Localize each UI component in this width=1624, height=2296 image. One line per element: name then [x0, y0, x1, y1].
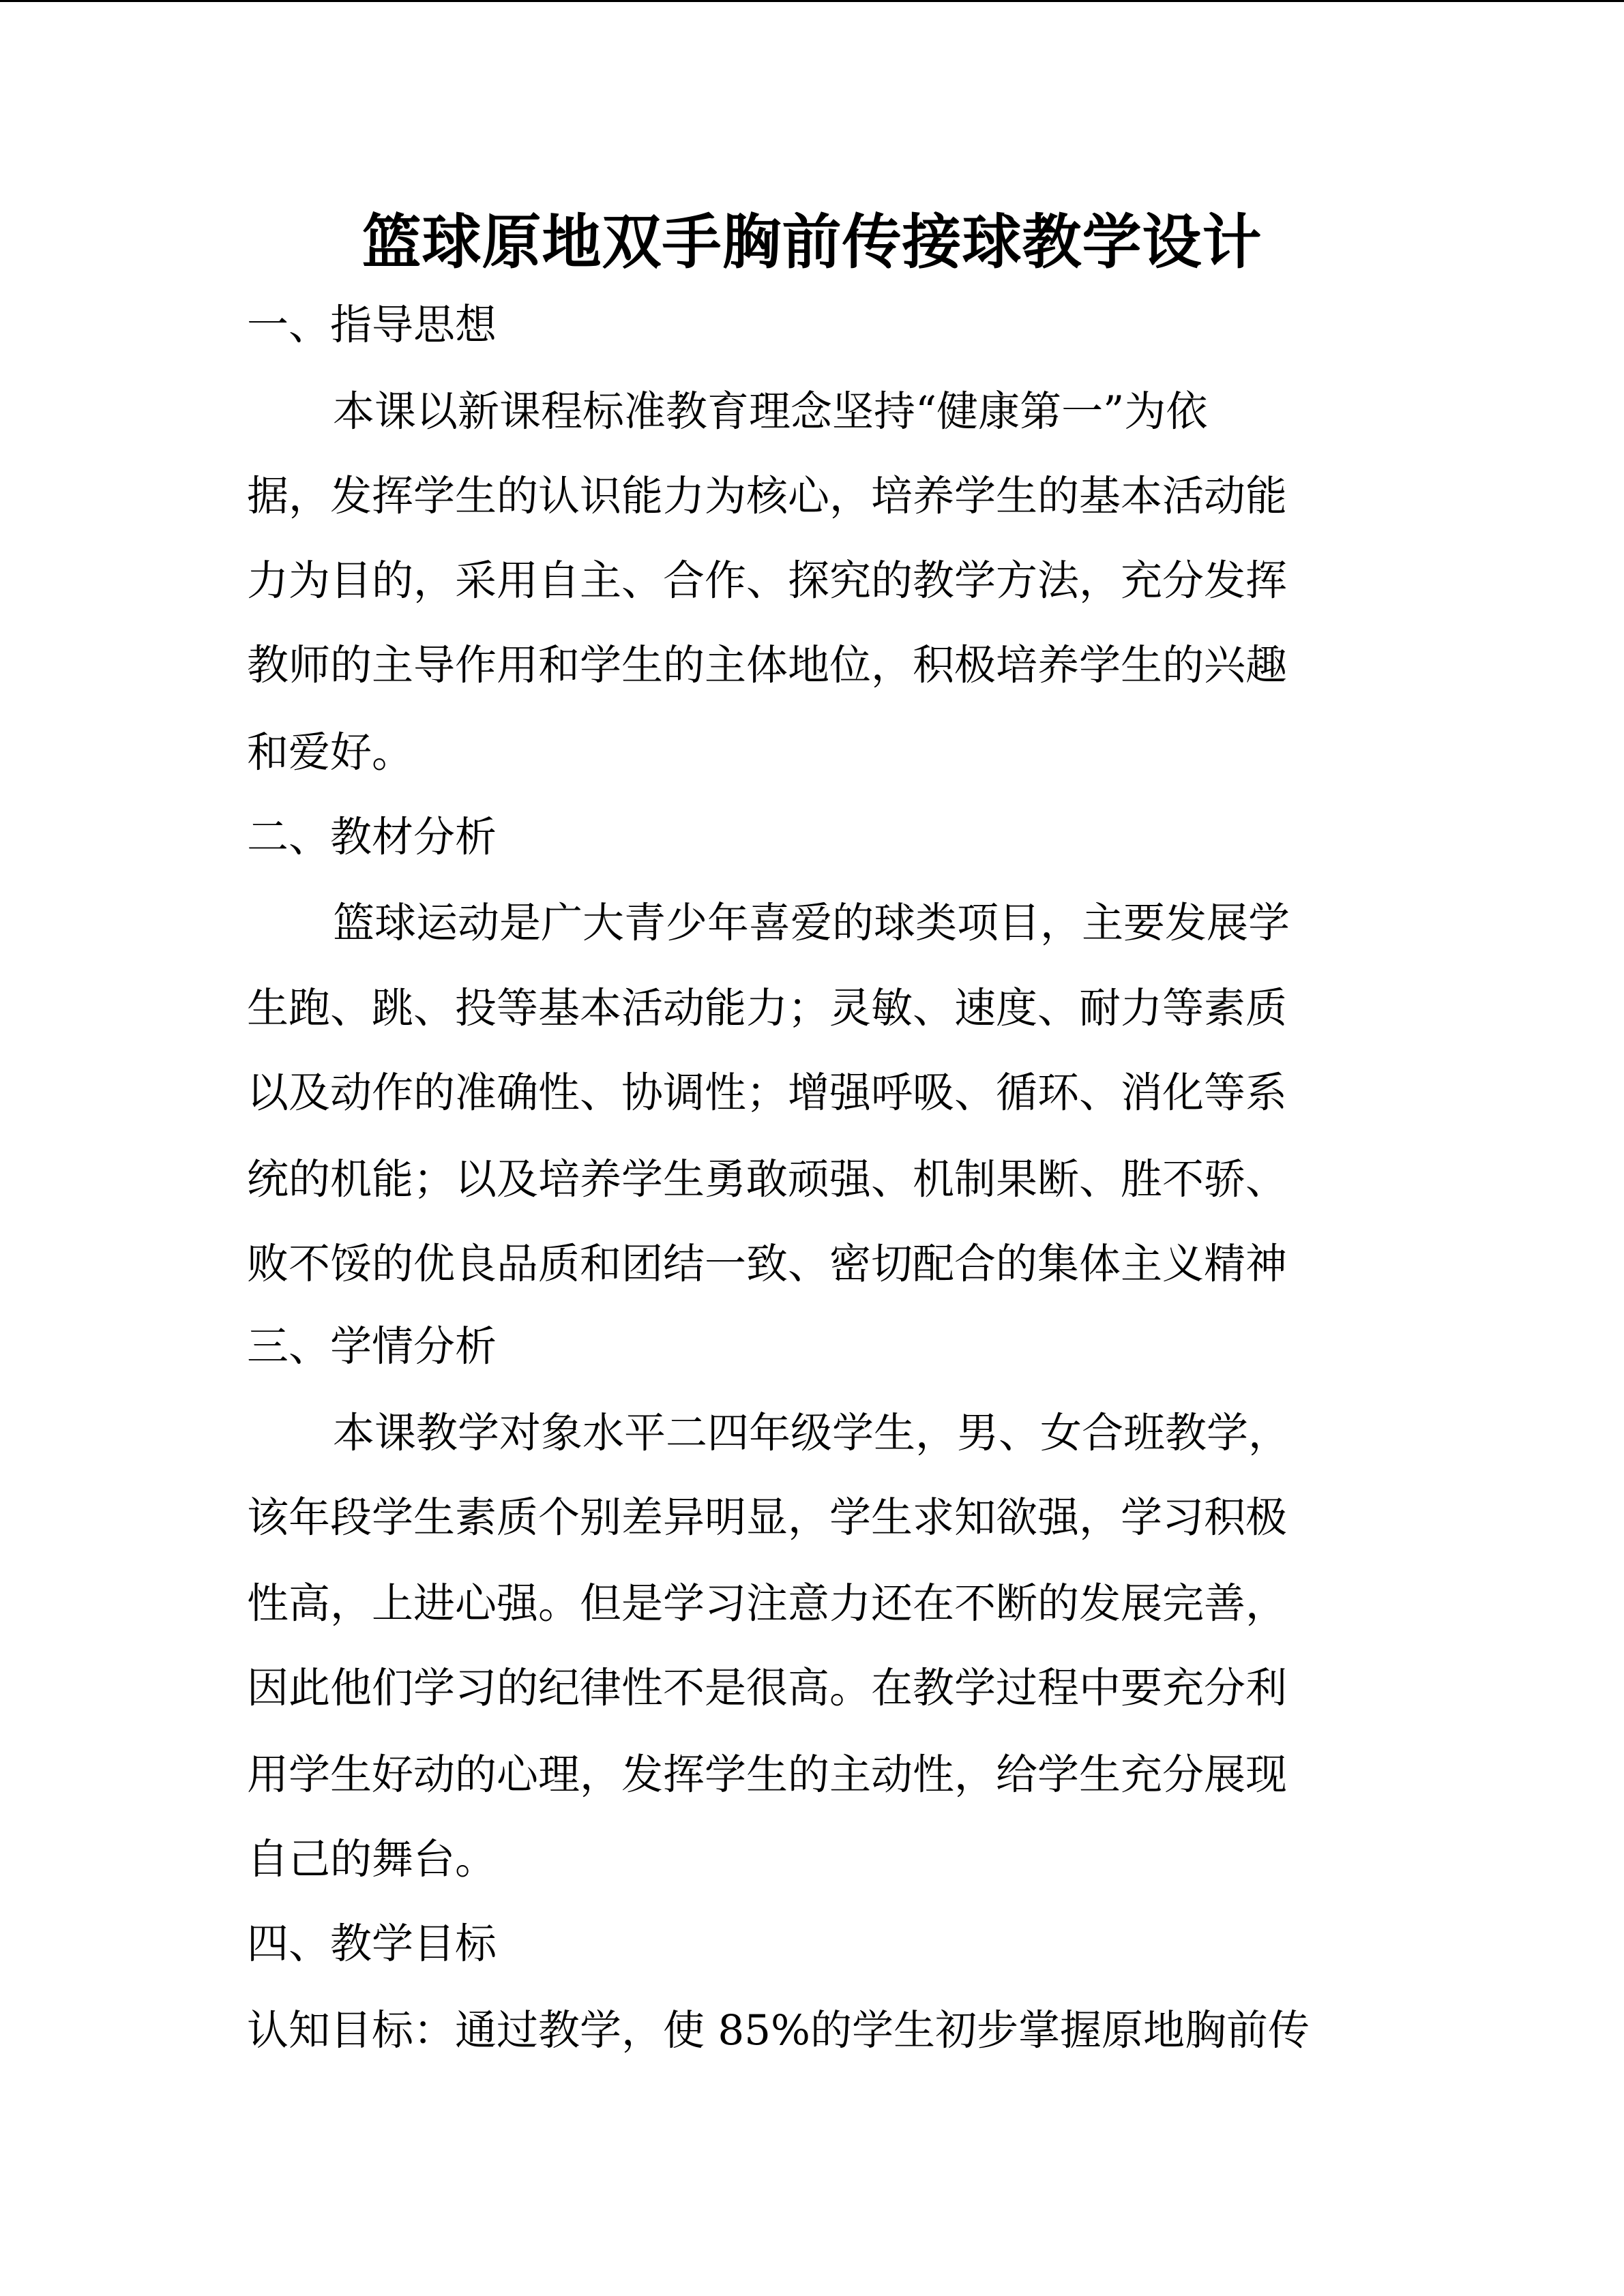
paragraph-line: 本课教学对象水平二四年级学生，男、女合班教学， [333, 1409, 1290, 1457]
paragraph-line: 败不馁的优良品质和团结一致、密切配合的集体主义精神 [247, 1240, 1288, 1288]
paragraph-line: 性高，上进心强。但是学习注意力还在不断的发展完善， [247, 1579, 1288, 1628]
paragraph-line: 该年段学生素质个别差异明显，学生求知欲强，学习积极 [247, 1493, 1288, 1542]
paragraph-line: 教师的主导作用和学生的主体地位，积极培养学生的兴趣 [247, 641, 1288, 689]
paragraph-line: 自己的舞台。 [247, 1835, 497, 1883]
section-heading: 二、教材分析 [247, 813, 497, 861]
section-heading: 四、教学目标 [247, 1920, 497, 1968]
paragraph-line: 以及动作的准确性、协调性；增强呼吸、循环、消化等系 [247, 1069, 1288, 1117]
section-heading: 一、指导思想 [247, 301, 497, 349]
paragraph-line: 和爱好。 [247, 728, 414, 777]
paragraph-line: 据，发挥学生的认识能力为核心，培养学生的基本活动能 [247, 472, 1288, 520]
paragraph-line: 用学生好动的心理，发挥学生的主动性，给学生充分展现 [247, 1750, 1288, 1799]
paragraph-line: 力为目的，采用自主、合作、探究的教学方法，充分发挥 [247, 556, 1288, 605]
paragraph-line: 本课以新课程标准教育理念坚持“健康第一”为依 [333, 387, 1208, 436]
paragraph-line: 篮球运动是广大青少年喜爱的球类项目，主要发展学 [333, 899, 1290, 947]
paragraph-line: 认知目标：通过教学，使 85%的学生初步掌握原地胸前传 [247, 2006, 1310, 2055]
section-heading: 三、学情分析 [247, 1322, 497, 1371]
paragraph-line: 统的机能；以及培养学生勇敢顽强、机制果断、胜不骄、 [247, 1155, 1288, 1204]
document-title: 篮球原地双手胸前传接球教学设计 [361, 207, 1263, 277]
paragraph-line: 生跑、跳、投等基本活动能力；灵敏、速度、耐力等素质 [247, 984, 1288, 1032]
paragraph-line: 因此他们学习的纪律性不是很高。在教学过程中要充分利 [247, 1664, 1288, 1712]
